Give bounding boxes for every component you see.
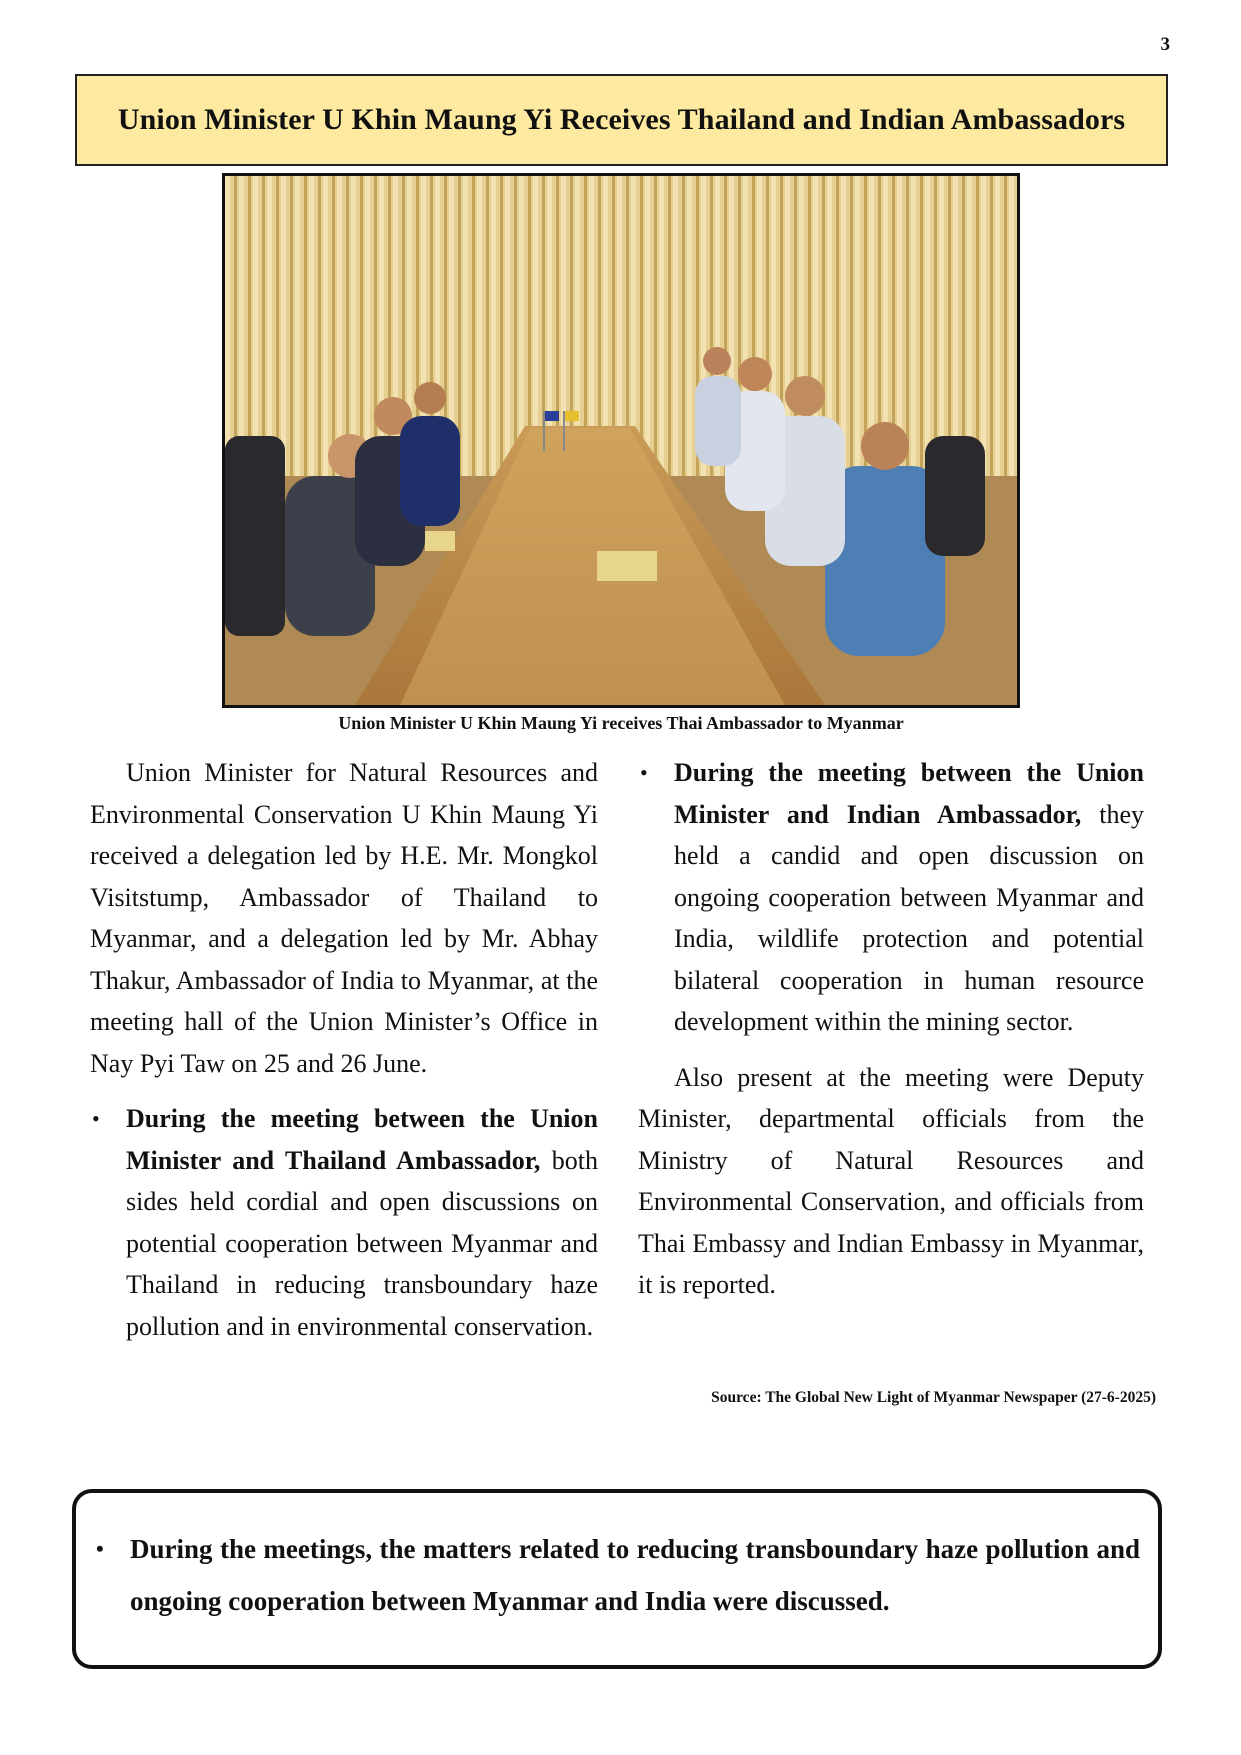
bullet-india-meeting	[638, 752, 1144, 1043]
page-title: Union Minister U Khin Maung Yi Receives Thailand and Indian Ambassadors	[117, 103, 1126, 136]
meeting-photo	[222, 173, 1020, 708]
meeting-photo-illustration	[225, 176, 1017, 705]
source-credit: Source: The Global New Light of Myanmar Newspaper (27-6-2025)	[711, 1389, 1156, 1406]
bullet-bold-text: During the meeting between the Union Minister and Indian Ambassador,	[674, 758, 1144, 829]
bullet-text: they held a candid and open discussion on ongoing cooperation between Myanmar and India, wildlife protection and potential bilateral cooperation in human resource development within the mining sector.	[674, 799, 1144, 1036]
left-bullet-list	[90, 1098, 598, 1347]
intro-paragraph: Union Minister for Natural Resources and Environmental Conservation U Khin Maung Yi received a delegation led by H.E. Mr. Mongkol Visitstump, Ambassador of Thailand to Myanmar, and a delegation led by Mr. Abhay Thakur, Ambassador of India to Myanmar, at the meeting hall of the Union Minister’s Office in Nay Pyi Taw on 25 and 26 June.	[90, 758, 598, 1078]
summary-item	[94, 1523, 1140, 1627]
bullet-text: both sides held cordial and open discussions on potential cooperation between Myanmar and Thailand in reducing transboundary haze pollution and in environmental conservation.	[126, 1145, 598, 1341]
bullet-icon: •	[640, 760, 648, 785]
right-bullet-list	[638, 752, 1144, 1043]
right-column	[638, 752, 1144, 1306]
bullet-bold-text: During the meeting between the Union Minister and Thailand Ambassador,	[126, 1104, 598, 1175]
summary-text: During the meetings, the matters related to reducing transboundary haze pollution and ongoing cooperation between Myanmar and India were discussed.	[130, 1534, 1140, 1616]
closing-paragraph: Also present at the meeting were Deputy Minister, departmental officials from the Ministry of Natural Resources and Environmental Conservation, and officials from Thai Embassy and Indian Embassy in Myanmar, it is reported.	[638, 1062, 1144, 1299]
bullet-icon: •	[96, 1536, 104, 1561]
page-number: 3	[1160, 34, 1170, 55]
title-banner	[75, 74, 1168, 166]
left-column	[90, 752, 598, 1347]
summary-box	[72, 1489, 1162, 1669]
photo-caption: Union Minister U Khin Maung Yi receives Thai Ambassador to Myanmar	[338, 713, 904, 733]
bullet-icon: •	[92, 1106, 100, 1131]
bullet-thailand-meeting	[90, 1098, 598, 1347]
